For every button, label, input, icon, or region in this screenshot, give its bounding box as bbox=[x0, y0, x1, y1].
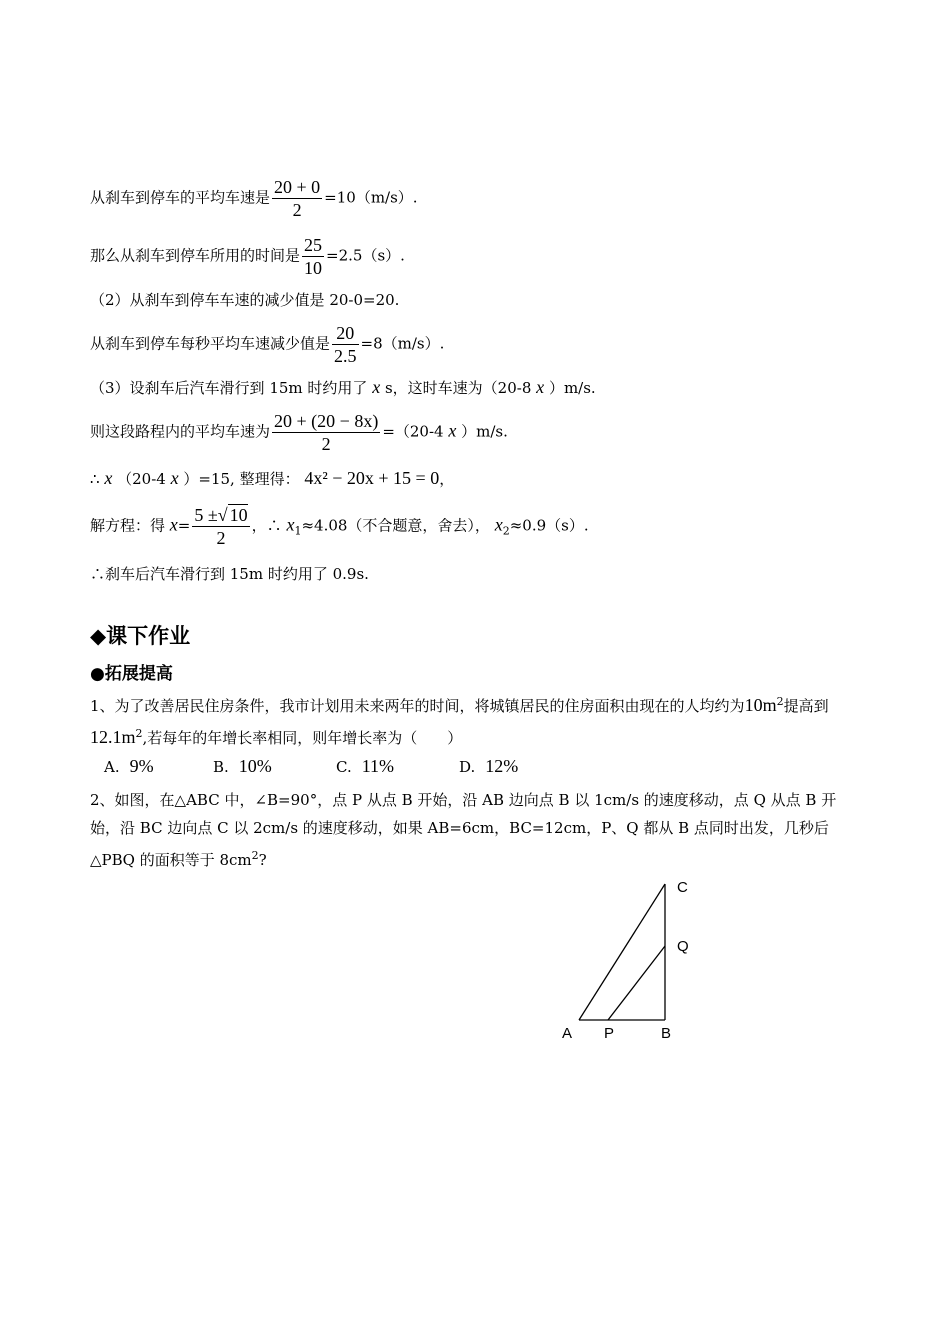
segment-avg-speed-text: 则这段路程内的平均车速为 bbox=[90, 422, 271, 441]
per-second-decrease-text: 从刹车到停车每秒平均车速减少值是 bbox=[90, 334, 331, 353]
root-fraction bbox=[192, 504, 249, 549]
fraction-numerator: 5 ±√ 10 bbox=[194, 505, 248, 525]
fraction-denominator: 2 bbox=[216, 528, 226, 548]
variable-x1: x bbox=[286, 514, 295, 535]
option-d bbox=[459, 756, 518, 777]
x1-value-text: ≈4.08（不合题意，舍去）， bbox=[301, 516, 490, 535]
equation-line bbox=[90, 468, 454, 489]
square-root-radicand: 10 bbox=[229, 505, 248, 525]
option-letter: C. bbox=[336, 758, 352, 776]
variable-x: x bbox=[536, 377, 545, 397]
label-b: B bbox=[661, 1025, 672, 1042]
option-b bbox=[213, 756, 272, 777]
avg-speed-line bbox=[90, 176, 418, 221]
fraction-denominator: 2 bbox=[321, 434, 331, 454]
assume-time-line bbox=[90, 377, 596, 398]
speed-decrease-text: （2）从刹车到停车车速的减少值是 20-0=20. bbox=[90, 291, 400, 309]
option-letter: B. bbox=[213, 758, 229, 776]
subscript-1: 1 bbox=[294, 524, 302, 538]
fraction-numerator: 20 + 0 bbox=[274, 177, 321, 197]
fraction-denominator: 2.5 bbox=[334, 346, 357, 366]
therefore-symbol: ∴ bbox=[90, 470, 100, 488]
section-title: ◆课下作业 bbox=[90, 624, 191, 648]
conclusion-text: ∴刹车后汽车滑行到 15m 时约用了 0.9s. bbox=[90, 565, 369, 583]
assume-speed-unit: ）m/s. bbox=[548, 379, 596, 397]
side-ac bbox=[579, 884, 665, 1020]
variable-x: x bbox=[170, 468, 179, 488]
label-a: A bbox=[562, 1025, 573, 1042]
option-value: 9% bbox=[129, 756, 154, 776]
equation-factor: （20-4 bbox=[117, 470, 166, 488]
per-second-decrease-line bbox=[90, 322, 444, 367]
superscript-2: 2 bbox=[776, 695, 784, 708]
segment-avg-speed-line bbox=[90, 410, 508, 455]
stop-time-fraction bbox=[302, 234, 324, 279]
label-p: P bbox=[604, 1025, 615, 1042]
x2-value-text: ≈0.9（s）. bbox=[509, 516, 589, 535]
option-value: 12% bbox=[485, 756, 519, 776]
equation-comma: ， bbox=[439, 470, 455, 488]
variable-x: x bbox=[104, 468, 113, 488]
question-2 bbox=[90, 786, 862, 874]
segment-avg-speed-result: =（20-4 bbox=[382, 422, 444, 441]
option-value: 11% bbox=[361, 756, 395, 776]
segment-avg-speed-fraction bbox=[272, 410, 380, 455]
superscript-2: 2 bbox=[251, 849, 259, 862]
fraction-numerator: 20 bbox=[332, 322, 359, 345]
quadratic-equation: 4x² − 20x + 15 = 0 bbox=[304, 468, 440, 488]
assume-speed-text: s，这时车速为（20-8 bbox=[384, 379, 532, 397]
numerator-constant: 5 ± bbox=[194, 505, 218, 525]
per-second-decrease-fraction bbox=[332, 322, 359, 367]
stop-time-text: 那么从刹车到停车所用的时间是 bbox=[90, 246, 301, 265]
variable-x2: x bbox=[494, 514, 503, 535]
label-q: Q bbox=[677, 938, 689, 955]
fraction-numerator: 20 + (20 − 8x) bbox=[274, 411, 379, 431]
avg-speed-text: 从刹车到停车的平均车速是 bbox=[90, 188, 271, 207]
segment-pq bbox=[608, 946, 665, 1020]
stop-time-line bbox=[90, 234, 405, 279]
variable-x: x bbox=[448, 420, 457, 441]
avg-speed-fraction bbox=[272, 176, 322, 221]
equals-sign: = bbox=[177, 516, 191, 535]
fraction-denominator: 2 bbox=[292, 200, 302, 220]
therefore-text: ，∴ bbox=[251, 516, 282, 535]
subscript-2: 2 bbox=[502, 524, 510, 538]
per-second-decrease-result: =8（m/s）. bbox=[360, 334, 445, 353]
option-a bbox=[104, 756, 154, 777]
question-2-text: 2、如图，在△ABC 中，∠B=90°，点 P 从点 B 开始，沿 AB 边向点 B 以 1cm/s 的速度移动，点 Q 从点 B 开始，沿 BC 边向点 C 以 2cm/s 的速度移动，如果 AB=6cm，BC=12cm，P、Q 都从 B 点同时出发，几秒后△PBQ 的面积等于 8cm bbox=[90, 791, 837, 869]
section-subtitle: ●拓展提高 bbox=[90, 664, 173, 684]
question-1-text-mid: 提高到 bbox=[783, 697, 829, 715]
option-letter: D. bbox=[459, 758, 476, 776]
question-1-text: 1、为了改善居民住房条件，我市计划用未来两年的时间，将城镇居民的住房面积由现在的人均约为 bbox=[90, 697, 745, 715]
speed-decrease-line bbox=[90, 290, 399, 310]
option-c bbox=[336, 756, 394, 777]
solve-line bbox=[90, 504, 589, 549]
question-2-end: ? bbox=[258, 851, 267, 869]
triangle-figure bbox=[550, 870, 720, 1050]
variable-x: x bbox=[169, 514, 178, 535]
avg-speed-result: =10（m/s）. bbox=[324, 188, 418, 207]
area-now: 10m bbox=[744, 695, 777, 715]
question-1-text-end: ,若每年的年增长率相同，则年增长率为（ ） bbox=[142, 729, 463, 747]
fraction-denominator: 10 bbox=[304, 258, 323, 278]
question-1 bbox=[90, 688, 862, 752]
variable-x: x bbox=[372, 377, 381, 397]
conclusion-line bbox=[90, 564, 369, 584]
option-letter: A. bbox=[104, 758, 120, 776]
solve-text: 解方程：得 bbox=[90, 516, 166, 535]
area-target: 12.1m bbox=[90, 727, 136, 747]
stop-time-result: =2.5（s）. bbox=[326, 246, 405, 265]
label-c: C bbox=[677, 879, 688, 896]
segment-avg-speed-unit: ）m/s. bbox=[461, 422, 508, 441]
option-value: 10% bbox=[238, 756, 272, 776]
assume-time-text: （3）设刹车后汽车滑行到 15m 时约用了 bbox=[90, 379, 368, 397]
superscript-2: 2 bbox=[135, 727, 143, 740]
fraction-numerator: 25 bbox=[304, 235, 323, 255]
equation-simplify-text: ）=15, 整理得： bbox=[183, 470, 300, 488]
